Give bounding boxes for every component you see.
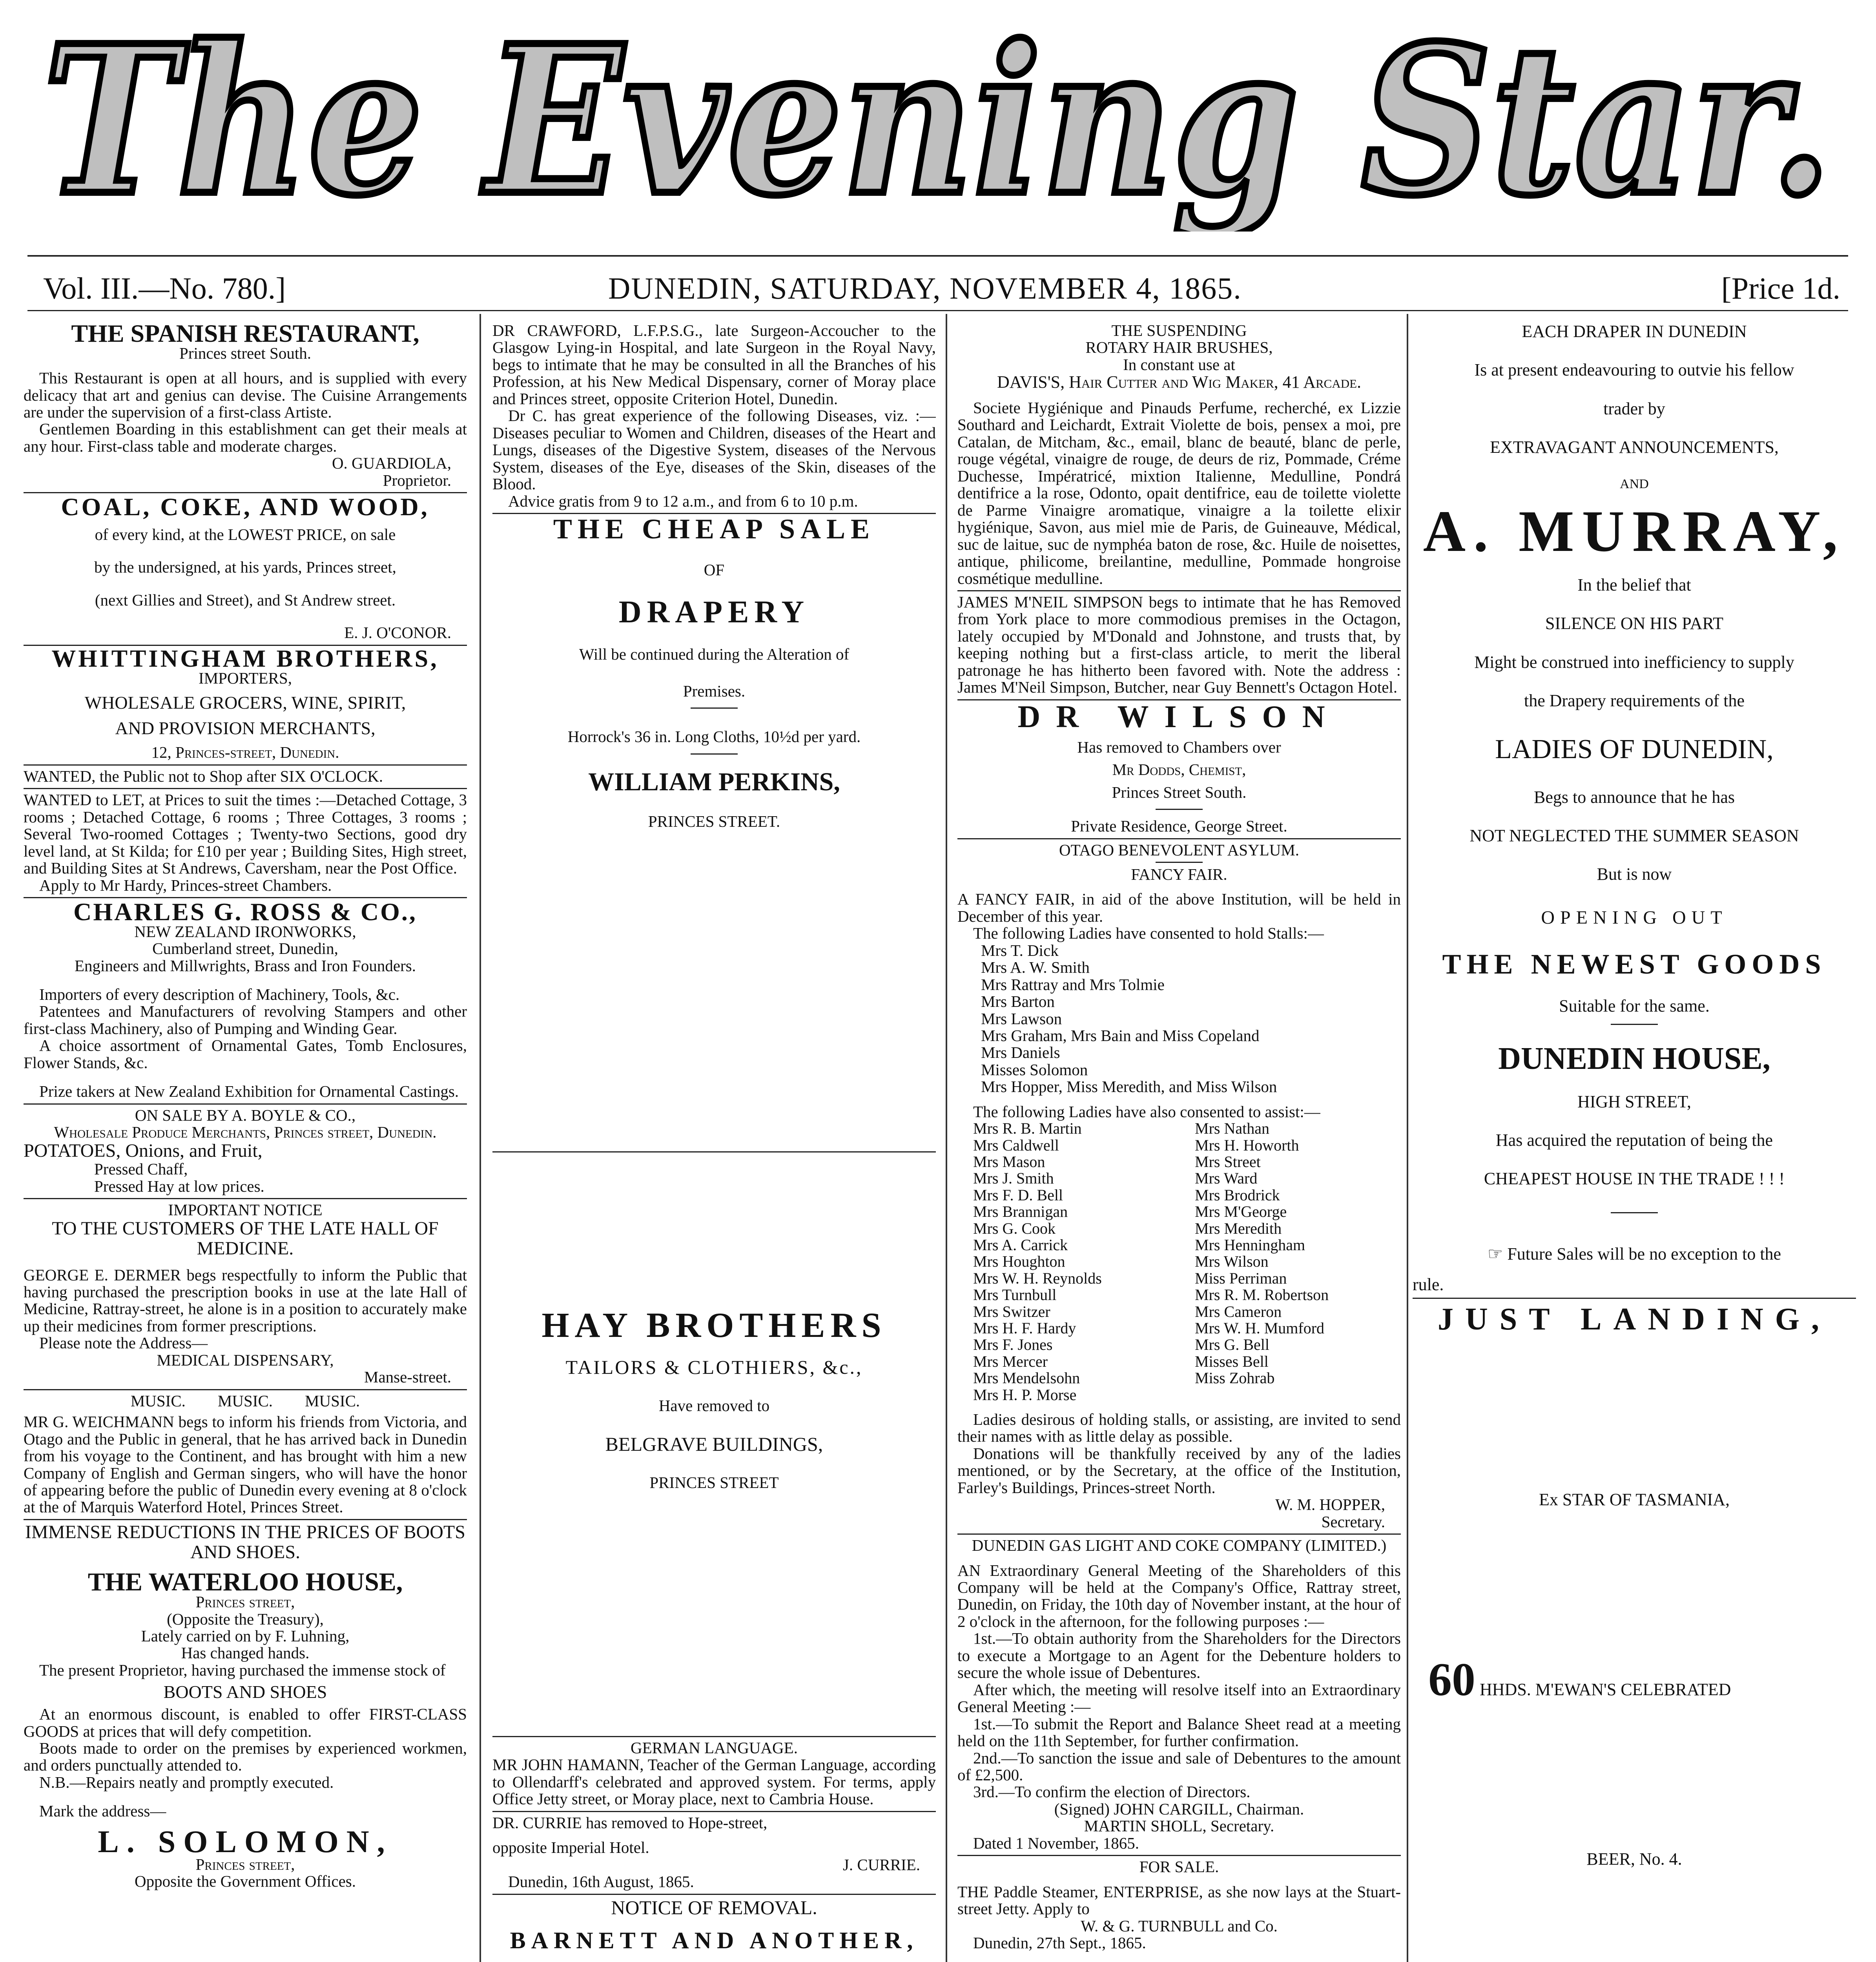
ad-spanish-restaurant: [24, 320, 467, 493]
ad-line: NEW ZEALAND IRONWORKS,: [134, 922, 356, 941]
ad-body: AN Extraordinary General Meeting of the Shareholders of this Company will be held at the Company's Office, Rattray street, Dunedin, on Friday, the 10th day of November instant, at the hour of 2 o'clock in the afternoon, for the following purposes :—: [957, 1561, 1401, 1630]
ad-line: Has removed to Chambers over: [1077, 738, 1281, 756]
ad-line: DAVIS'S, Hair Cutter and Wig Maker, 41 Arcade.: [997, 372, 1362, 392]
list-item: Mrs Caldwell: [973, 1136, 1059, 1154]
ad-body: Boots made to order on the premises by experienced workmen, and orders punctually attended to.: [24, 1739, 467, 1774]
ad-body: Dr C. has great experience of the following Diseases, viz. :—Diseases peculiar to Women and Children, diseases of the Heart and Lungs, diseases of the Digestive System, diseases of the Nervous System, diseases of the Eye, diseases of the Skin, diseases of the Blood.: [492, 407, 936, 493]
volume-number: Vol. III.—No. 780.]: [43, 271, 286, 305]
ad-body: The following Ladies have consented to hold Stalls:—: [973, 924, 1324, 943]
ad-body: Advice gratis from 9 to 12 a.m., and from 6 to 10 p.m.: [508, 492, 858, 510]
issue-info: [27, 271, 1848, 306]
ad-body: MR JOHN HAMANN, Teacher of the German Language, according to Ollendarff's celebrated and approved system. For terms, apply Office Jetty street, or Moray place, next to Cambria House.: [492, 1756, 936, 1808]
ad-dr-crawford: [492, 320, 936, 514]
list-item: Mrs T. Dick: [981, 941, 1059, 959]
ad-line: Manse-street.: [364, 1368, 451, 1386]
ad-dr-currie: [492, 1812, 936, 1895]
ad-line: Private Residence, George Street.: [1071, 817, 1287, 835]
ad-line: EXTRAVAGANT ANNOUNCEMENTS,: [1490, 438, 1779, 457]
column-divider: [946, 314, 947, 1962]
ad-wanted-shop: [24, 766, 467, 789]
ad-line: LADIES OF DUNEDIN,: [1495, 734, 1774, 764]
ad-line: Princes Street South.: [1112, 783, 1247, 801]
ad-line: MEDICAL DISPENSARY,: [157, 1351, 334, 1369]
ad-boots-shoes: [24, 1520, 467, 1893]
list-item: Mrs F. D. Bell: [973, 1186, 1063, 1204]
list-item: Mrs Switzer: [973, 1302, 1050, 1320]
ad-line: But is now: [1597, 864, 1672, 884]
stallholder-list: [957, 942, 1401, 1096]
list-item: Mrs G. Bell: [1195, 1336, 1269, 1354]
ad-body: 2nd.—To sanction the issue and sale of Debentures to the amount of £2,500.: [957, 1749, 1401, 1784]
ad-line: (Opposite the Treasury),: [167, 1610, 324, 1628]
list-item: Mrs H. P. Morse: [973, 1386, 1077, 1404]
ad-title: THE CHEAP SALE: [553, 513, 875, 545]
ad-body: DR. CURRIE has removed to Hope-street,: [492, 1813, 768, 1832]
column-divider: [1407, 314, 1408, 1962]
ad-music: [24, 1390, 467, 1520]
ad-line: In the belief that: [1577, 575, 1691, 594]
ad-title: COAL, COKE, AND WOOD,: [61, 493, 430, 521]
list-item: Mrs Daniels: [981, 1043, 1060, 1062]
ad-line: Cumberland street, Dunedin,: [152, 939, 338, 958]
ad-title: MUSIC. MUSIC. MUSIC.: [130, 1391, 360, 1410]
ad-line: Pressed Chaff,: [94, 1160, 188, 1178]
ad-notice-removal: [492, 1895, 936, 1962]
ad-body: Donations will be thankfully received by any of the ladies mentioned, or by the Secretary, at the office of the Institution, Farley's Buildings, Princes-street North.: [957, 1444, 1401, 1497]
ad-line: TO THE CUSTOMERS OF THE LATE HALL OF MEDICINE.: [52, 1218, 439, 1259]
ad-ross-ironworks: [24, 898, 467, 1105]
ad-line: Has changed hands.: [181, 1644, 310, 1662]
list-item: Mrs Hopper, Miss Meredith, and Miss Wilson: [981, 1078, 1277, 1096]
ad-gas-company: [957, 1535, 1401, 1856]
place-date: DUNEDIN, SATURDAY, NOVEMBER 4, 1865.: [608, 271, 1242, 305]
ad-signature: MARTIN SHOLL, Secretary.: [1084, 1817, 1274, 1835]
ad-line: EACH DRAPER IN DUNEDIN: [1522, 322, 1747, 341]
column-4: [1413, 320, 1856, 1962]
ad-line: Might be construed into inefficiency to supply: [1474, 652, 1794, 672]
ad-line: IMPORTERS,: [199, 669, 292, 687]
ad-title: DR WILSON: [1017, 699, 1341, 734]
ad-body: At an enormous discount, is enabled to offer FIRST-CLASS GOODS at prices that will defy competition.: [24, 1705, 467, 1740]
price: [Price 1d.: [1721, 271, 1840, 305]
ad-heading: THE WATERLOO HOUSE,: [88, 1567, 403, 1596]
ad-body: After which, the meeting will resolve itself into an Extraordinary General Meeting :—: [957, 1680, 1401, 1716]
ad-signature: W. & G. TURNBULL and Co.: [1081, 1916, 1278, 1935]
ad-body: 3rd.—To confirm the election of Directors.: [973, 1783, 1251, 1801]
ad-title: FANCY FAIR.: [1131, 865, 1227, 883]
ad-line: by the undersigned, at his yards, Princes street,: [94, 558, 396, 576]
ad-body: WANTED to LET, at Prices to suit the times :—Detached Cottage, 3 rooms ; Detached Cottage, 6 rooms ; Three Cottages, 3 rooms ; Several Two-roomed Cottages ; Twenty-two Sections, good dry level land, at St Kilda; for £10 per year ; Building Sites, High street, and Building Sites at St Andrews, Caversham, near the Post Office.: [24, 791, 467, 877]
ad-heading: BARNETT AND ANOTHER,: [510, 1927, 919, 1953]
ad-signature: E. J. O'CONOR.: [344, 624, 451, 642]
ad-signature: WILLIAM PERKINS,: [588, 767, 840, 796]
ad-line: Princes street,: [195, 1855, 295, 1873]
ad-body: JAMES M'NEIL SIMPSON begs to intimate that he has Removed from York place to more commodious premises in the Octagon, lately occupied by M'Donald and Johnstone, and trusts that, by keeping nothing but a first-class article, to merit the liberal patronage he has hitherto been favored with. Note the address : James M'Neil Simpson, Butcher, near Guy Bennett's Octagon Hotel.: [957, 593, 1401, 697]
ad-body: N.B.—Repairs neatly and promptly executed.: [39, 1773, 334, 1791]
ad-benevolent-asylum: [957, 839, 1401, 1535]
ad-address: Princes street South.: [179, 344, 311, 362]
list-item: Mrs A. W. Smith: [981, 958, 1090, 977]
ad-signature: O. GUARDIOLA,: [332, 454, 451, 472]
column-1: [24, 320, 467, 1962]
assistant-list-right: [1179, 1120, 1401, 1403]
ad-line: BEER, No. 4.: [1586, 1849, 1682, 1869]
ad-line: WHOLESALE GROCERS, WINE, SPIRIT,: [84, 692, 406, 713]
ad-address: PRINCES STREET: [649, 1473, 779, 1492]
ad-line: TAILORS & CLOTHIERS, &c.,: [565, 1356, 863, 1378]
list-item: Mrs Street: [1195, 1153, 1261, 1171]
list-item: Mrs Mason: [973, 1153, 1045, 1171]
ad-hair-brushes: [957, 320, 1401, 591]
ad-line: trader by: [1603, 399, 1665, 418]
ad-title: HAY BROTHERS: [541, 1306, 887, 1345]
ad-body: The present Proprietor, having purchased the immense stock of: [39, 1661, 446, 1679]
list-item: Mrs Mendelsohn: [973, 1369, 1080, 1387]
ad-line: Mr Dodds, Chemist,: [1112, 760, 1246, 779]
list-item: Mrs R. M. Robertson: [1195, 1286, 1329, 1304]
ad-title: ROTARY HAIR BRUSHES,: [1085, 338, 1273, 357]
ad-title: DUNEDIN GAS LIGHT AND COKE COMPANY (LIMITED.): [972, 1536, 1387, 1555]
ad-body: THE Paddle Steamer, ENTERPRISE, as she now lays at the Stuart-street Jetty. Apply to: [957, 1882, 1401, 1918]
ad-line: Apply to Mr Hardy, Princes-street Chambers.: [39, 876, 332, 894]
ad-body: Societe Hygiénique and Pinauds Perfume, recherché, ex Lizzie Southard and Leichardt, Extrait Violette de bois, pensex a moi, pre Catalan, de Mitcham, &c., email, blanc de beauté, blanc de perle, rouge végétal, vinaigre de rouge, de deurs de riz, Pommade, Créme Duchesse, Impératricé, mixtion Italienne, Medulline, Pondrá dentifrice a la rose, Odonto, opait dentifrice, eau de toilette violette de Parme Vinaigre aromatique, vinaigre a la toilette elixir hygiénique, Savon, aus miel mie de Paris, de Guineauve, Médical, suc de laitue, suc de nymphéa baton de rose, &c. Huile de noisettes, antique, philicome, breilantine, medulline, Pommade hongroise cosmétique medulline.: [957, 398, 1401, 587]
ad-line: Will be continued during the Alteration of: [579, 645, 850, 664]
list-item: Mrs Brodrick: [1195, 1186, 1280, 1204]
ad-body: 1st.—To obtain authority from the Shareholders for the Directors to execute a Mortgage to an Agent for the Debenture holders to secure the whole issue of Debentures.: [957, 1629, 1401, 1682]
ad-line: Premises.: [683, 682, 746, 700]
list-item: Mrs Cameron: [1195, 1302, 1282, 1320]
ad-line: Suitable for the same.: [1559, 996, 1710, 1016]
column-2: [492, 320, 936, 1962]
list-item: Miss Zohrab: [1195, 1369, 1275, 1387]
masthead-logo: [27, 20, 1848, 232]
list-item: Mrs Turnbull: [973, 1286, 1057, 1304]
ad-whittingham: [24, 646, 467, 766]
ad-title: THE SPANISH RESTAURANT,: [71, 320, 419, 347]
ad-date: Dunedin, 16th August, 1865.: [508, 1873, 694, 1891]
ad-title: ON SALE BY A. BOYLE & CO.,: [135, 1106, 356, 1124]
ad-heading: JUST LANDING,: [1438, 1302, 1831, 1337]
list-item: Mrs Wilson: [1195, 1253, 1269, 1271]
ad-murray-drapery: [1413, 320, 1856, 1299]
list-item: Mrs G. Cook: [973, 1219, 1056, 1237]
masthead-title: The Evening Star.: [43, 20, 1832, 232]
ad-heading: THE NEWEST GOODS: [1442, 948, 1827, 980]
ad-boyle: [24, 1105, 467, 1200]
column-divider: [479, 314, 481, 1962]
list-item: Mrs W. H. Mumford: [1195, 1319, 1325, 1337]
ad-line: AND: [1620, 476, 1649, 491]
ad-title: IMPORTANT NOTICE: [168, 1201, 323, 1219]
ad-hay-brothers: [492, 1152, 936, 1737]
quantity: 60: [1428, 1653, 1475, 1706]
ad-medical-notice: [24, 1199, 467, 1390]
ad-line: In constant use at: [1123, 355, 1235, 374]
ad-heading: DUNEDIN HOUSE,: [1498, 1041, 1770, 1076]
assistant-list: [957, 1120, 1401, 1403]
ad-title: WHITTINGHAM BROTHERS,: [51, 645, 439, 672]
ad-body: Gentlemen Boarding in this establishment can get their meals at any hour. First-class table and moderate charges.: [24, 420, 467, 455]
ad-signature: J. CURRIE.: [842, 1855, 920, 1874]
ad-line: of every kind, at the LOWEST PRICE, on sale: [95, 525, 396, 543]
ad-line: BELGRAVE BUILDINGS,: [605, 1433, 823, 1455]
list-item: Mrs W. H. Reynolds: [973, 1269, 1102, 1287]
list-item: Mrs Mercer: [973, 1352, 1048, 1370]
ad-role: Secretary.: [1321, 1512, 1385, 1531]
ad-body: MR G. WEICHMANN begs to inform his friends from Victoria, and Otago and the Public in general, that he has arrived back in Dunedin from his voyage to the Continent, and has brought with him a new Company of English and German singers, who will have the honor of appearing before the public of Dunedin every evening at 8 o'clock at the of Marquis Waterford Hotel, Princes Street.: [24, 1413, 467, 1516]
ad-heading: A. MURRAY,: [1423, 498, 1846, 564]
ad-title: GERMAN LANGUAGE.: [631, 1738, 798, 1757]
top-rule: [27, 255, 1848, 257]
ad-heading: DRAPERY: [618, 595, 810, 630]
list-item: Mrs Rattray and Mrs Tolmie: [981, 975, 1165, 994]
ad-line: Begs to announce that he has: [1534, 787, 1735, 807]
list-item: Misses Solomon: [981, 1060, 1088, 1079]
ad-signature: (Signed) JOHN CARGILL, Chairman.: [1054, 1800, 1304, 1818]
ad-line: POTATOES, Onions, and Fruit,: [24, 1140, 263, 1161]
ad-line: Ex STAR OF TASMANIA,: [1539, 1490, 1730, 1509]
ad-just-landing: [1413, 1299, 1856, 1962]
list-item: Mrs H. Howorth: [1195, 1136, 1299, 1154]
ad-line: Have removed to: [658, 1396, 770, 1415]
ad-body: A FANCY FAIR, in aid of the above Institution, will be held in December of this year.: [957, 890, 1401, 925]
masthead-title-shade: The Evening Star.: [43, 20, 1832, 232]
ad-line: the Drapery requirements of the: [1524, 691, 1745, 711]
ad-line: Mark the address—: [39, 1802, 166, 1820]
ad-line: OF: [704, 560, 725, 579]
list-item: Mrs Lawson: [981, 1009, 1062, 1028]
ad-line: Wholesale Produce Merchants, Princes street, Dunedin.: [54, 1123, 437, 1141]
ad-line: HHDS. M'EWAN'S CELEBRATED: [1480, 1680, 1731, 1699]
ad-address: 12, Princes-street, Dunedin.: [151, 743, 339, 762]
ad-title: OTAGO BENEVOLENT ASYLUM.: [1059, 841, 1300, 859]
ad-line: Has acquired the reputation of being the: [1495, 1131, 1773, 1150]
ad-body: 1st.—To submit the Report and Balance Sheet read at a meeting held on the 11th September, for further confirmation.: [957, 1714, 1401, 1750]
ad-date: Dunedin, 27th Sept., 1865.: [973, 1934, 1146, 1952]
list-item: Mrs Barton: [981, 992, 1055, 1011]
ad-body: DR CRAWFORD, L.F.P.S.G., late Surgeon-Accoucher to the Glasgow Lying-in Hospital, and late Surgeon in the Royal Navy, begs to intimate that he may be consulted in all the Branches of his Profession, at his New Medical Dispensary, corner of Moray place and Princes street, opposite Criterion Hotel, Dunedin.: [492, 321, 936, 408]
ad-dr-wilson: [957, 700, 1401, 839]
ad-line: (next Gillies and Street), and St Andrew street.: [95, 591, 396, 609]
ad-line: Pressed Hay at low prices.: [94, 1177, 264, 1195]
ad-body: Patentees and Manufacturers of revolving Stampers and other first-class Machinery, also of Pumping and Winding Gear.: [24, 1002, 467, 1038]
ad-line: CHEAPEST HOUSE IN THE TRADE ! ! !: [1484, 1169, 1785, 1189]
ad-body: This Restaurant is open at all hours, and is supplied with every delicacy that art and genius can devise. The Cuisine Arrangements are under the supervision of a first-class Artiste.: [24, 369, 467, 421]
ad-date: Dated 1 November, 1865.: [973, 1834, 1139, 1852]
ad-body: The following Ladies have also consented to assist:—: [973, 1102, 1320, 1121]
ad-line: Lately carried on by F. Luhning,: [141, 1626, 350, 1645]
ad-cheap-sale: [492, 514, 936, 1152]
ad-simpson: [957, 591, 1401, 700]
ad-heading: L. SOLOMON,: [98, 1824, 393, 1859]
ad-line: Princes street,: [195, 1593, 295, 1611]
ad-body: A choice assortment of Ornamental Gates, Tomb Enclosures, Flower Stands, &c.: [24, 1036, 467, 1072]
ad-line: Is at present endeavouring to outvie his fellow: [1474, 360, 1794, 380]
list-item: Misses Bell: [1195, 1352, 1269, 1370]
ad-line: rule.: [1413, 1275, 1444, 1295]
ad-address: PRINCES STREET.: [648, 812, 780, 830]
list-item: Mrs Henningham: [1195, 1236, 1305, 1254]
list-item: Mrs Meredith: [1195, 1219, 1282, 1237]
ad-line: OPENING OUT: [1541, 907, 1728, 928]
list-item: Mrs Ward: [1195, 1169, 1258, 1187]
ad-for-sale: [957, 1856, 1401, 1955]
ad-body: Ladies desirous of holding stalls, or assisting, are invited to send their names with as little delay as possible.: [957, 1410, 1401, 1446]
ad-line: SILENCE ON HIS PART: [1545, 614, 1724, 633]
list-item: Miss Perriman: [1195, 1269, 1287, 1287]
ad-title: IMMENSE REDUCTIONS IN THE PRICES OF BOOTS AND SHOES.: [25, 1521, 465, 1563]
ad-body: Importers of every description of Machinery, Tools, &c.: [39, 985, 400, 1003]
ad-line: Engineers and Millwrights, Brass and Iron Founders.: [75, 956, 416, 975]
list-item: Mrs A. Carrick: [973, 1236, 1068, 1254]
info-rule: [27, 310, 1848, 311]
list-item: Mrs R. B. Martin: [973, 1120, 1082, 1138]
list-item: Mrs Houghton: [973, 1253, 1065, 1271]
ad-wanted-let: [24, 789, 467, 898]
ad-title: NOTICE OF REMOVAL.: [611, 1896, 817, 1918]
ad-body: GEORGE E. DERMER begs respectfully to inform the Public that having purchased the prescription books in use at the late Hall of Medicine, Rattray-street, he alone is in a position to accurately make up their medicines from former prescriptions.: [24, 1265, 467, 1335]
ad-line: ☞ Future Sales will be no exception to the: [1487, 1244, 1781, 1264]
list-item: Mrs H. F. Hardy: [973, 1319, 1076, 1337]
ad-german-language: [492, 1737, 936, 1812]
ad-signature: W. M. HOPPER,: [1275, 1495, 1385, 1514]
ad-line: Please note the Address—: [39, 1334, 208, 1352]
ad-line: Horrock's 36 in. Long Cloths, 10½d per yard.: [567, 728, 861, 746]
ad-line: BOOTS AND SHOES: [163, 1682, 327, 1702]
ad-body: Prize takers at New Zealand Exhibition for Ornamental Castings.: [39, 1082, 459, 1101]
column-3: [957, 320, 1401, 1962]
list-item: Mrs M'George: [1195, 1203, 1287, 1221]
ad-body: opposite Imperial Hotel.: [492, 1838, 649, 1857]
masthead: [27, 20, 1848, 232]
ad-line: NOT NEGLECTED THE SUMMER SEASON: [1469, 826, 1799, 845]
list-item: Mrs Brannigan: [973, 1203, 1068, 1221]
ad-line: HIGH STREET,: [1577, 1092, 1692, 1111]
ad-coal: [24, 493, 467, 645]
ad-body: WANTED, the Public not to Shop after SIX O'CLOCK.: [24, 767, 383, 785]
ad-line: Opposite the Government Offices.: [135, 1872, 356, 1891]
list-item: Mrs J. Smith: [973, 1169, 1054, 1187]
assistant-list-left: [957, 1120, 1179, 1403]
list-item: Mrs Nathan: [1195, 1120, 1269, 1138]
ad-title: CHARLES G. ROSS & CO.,: [73, 898, 417, 926]
ad-line: AND PROVISION MERCHANTS,: [115, 718, 376, 738]
ad-role: Proprietor.: [383, 471, 451, 489]
list-item: Mrs Graham, Mrs Bain and Miss Copeland: [981, 1027, 1260, 1045]
ad-title: THE SUSPENDING: [1111, 321, 1247, 339]
list-item: Mrs F. Jones: [973, 1336, 1053, 1354]
ad-title: FOR SALE.: [1139, 1858, 1219, 1876]
